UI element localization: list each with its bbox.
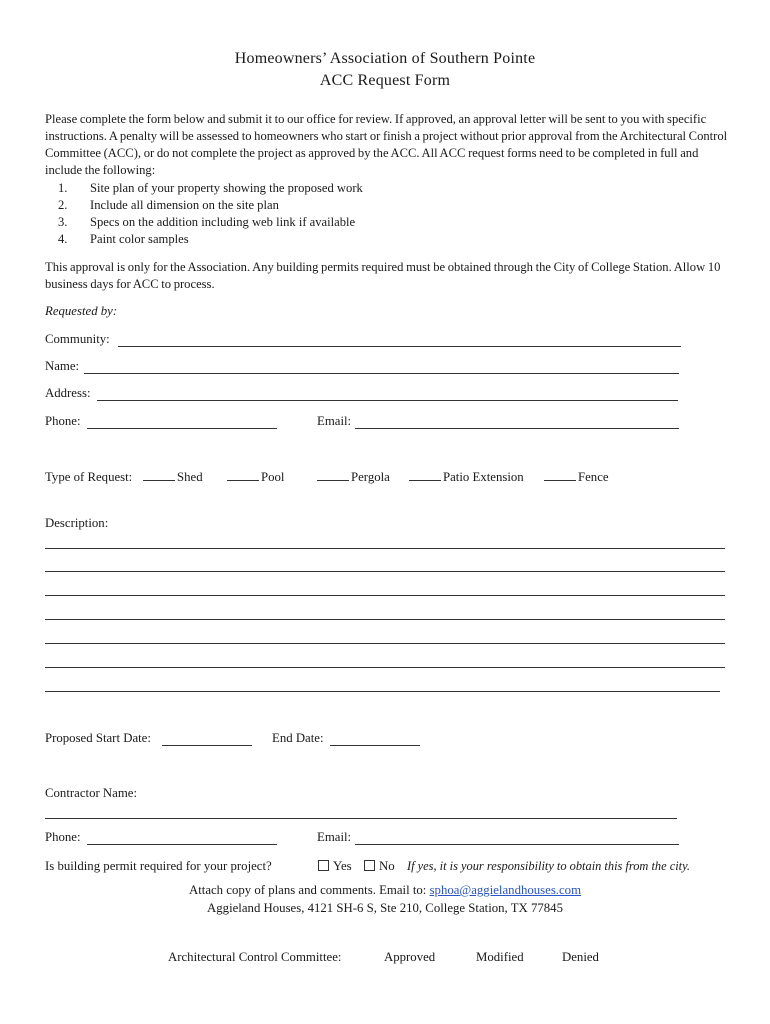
contractor-name-field[interactable]	[45, 818, 677, 819]
office-address: Aggieland Houses, 4121 SH-6 S, Ste 210, College Station, TX 77845	[207, 901, 563, 915]
committee-denied[interactable]: Denied	[562, 950, 599, 964]
email-label: Email:	[317, 414, 352, 428]
fence-blank[interactable]	[544, 479, 576, 481]
request-type-label: Type of Request:	[45, 470, 133, 484]
request-option-patio-extension[interactable]: Patio Extension	[409, 470, 524, 485]
form-title: Homeowners’ Association of Southern Pointe	[234, 50, 536, 67]
contact-email-link[interactable]: sphoa@aggielandhouses.com	[429, 883, 582, 897]
committee-label: Architectural Control Committee:	[168, 950, 342, 964]
contractor-phone-field[interactable]	[87, 844, 277, 845]
form-subtitle: ACC Request Form	[319, 72, 451, 89]
permit-no-checkbox[interactable]	[364, 860, 375, 871]
start-date-label: Proposed Start Date:	[45, 731, 151, 745]
shed-blank[interactable]	[143, 479, 175, 481]
description-line[interactable]	[45, 619, 725, 620]
list-item: 1. Site plan of your property showing the proposed work	[58, 181, 363, 195]
community-field[interactable]	[118, 346, 681, 347]
approval-note: This approval is only for the Association. Any building permits required must be obtained through the City of College Station. Allow 10 business days for ACC to process.	[45, 260, 721, 291]
contractor-phone-label: Phone:	[45, 830, 81, 844]
permit-yes-option[interactable]: Yes	[318, 859, 352, 874]
pool-blank[interactable]	[227, 479, 259, 481]
attach-instructions: Attach copy of plans and comments. Email to: sphoa@aggielandhouses.com	[188, 883, 582, 897]
description-line[interactable]	[45, 548, 725, 549]
description-line[interactable]	[45, 595, 725, 596]
phone-field[interactable]	[87, 428, 277, 429]
requested-by-heading: Requested by:	[45, 304, 118, 318]
requirements-list	[58, 180, 363, 248]
intro-paragraph: Please complete the form below and submit it to our office for review. If approved, an approval letter will be sent to you with specific instructions. A penalty will be assessed to homeowners who start or finish a project without prior approval from the Architectural Control Committee (ACC), or do not complete the project as approved by the ACC. All ACC request forms need to be completed in full and include the following:	[45, 112, 728, 177]
contractor-name-label: Contractor Name:	[45, 786, 138, 800]
list-item: 2. Include all dimension on the site plan	[58, 198, 279, 212]
community-label: Community:	[45, 332, 110, 346]
name-label: Name:	[45, 359, 80, 373]
committee-modified[interactable]: Modified	[476, 950, 524, 964]
start-date-field[interactable]	[162, 745, 252, 746]
description-line[interactable]	[45, 643, 725, 644]
email-field[interactable]	[355, 428, 679, 429]
permit-yes-checkbox[interactable]	[318, 860, 329, 871]
address-label: Address:	[45, 386, 91, 400]
list-item: 3. Specs on the addition including web link if available	[58, 215, 356, 229]
patio-extension-blank[interactable]	[409, 479, 441, 481]
description-line[interactable]	[45, 571, 725, 572]
address-field[interactable]	[97, 400, 678, 401]
description-label: Description:	[45, 516, 109, 530]
request-option-fence[interactable]: Fence	[544, 470, 609, 485]
name-field[interactable]	[84, 373, 679, 374]
description-line[interactable]	[45, 691, 720, 692]
phone-label: Phone:	[45, 414, 81, 428]
request-option-pergola[interactable]: Pergola	[317, 470, 390, 485]
permit-question: Is building permit required for your project?	[45, 859, 272, 873]
request-option-pool[interactable]: Pool	[227, 470, 284, 485]
request-option-shed[interactable]: Shed	[143, 470, 203, 485]
permit-no-option[interactable]: No	[364, 859, 395, 874]
end-date-field[interactable]	[330, 745, 420, 746]
committee-approved[interactable]: Approved	[384, 950, 436, 964]
pergola-blank[interactable]	[317, 479, 349, 481]
end-date-label: End Date:	[272, 731, 324, 745]
description-line[interactable]	[45, 667, 725, 668]
list-item: 4. Paint color samples	[58, 232, 189, 246]
permit-note: If yes, it is your responsibility to obtain this from the city.	[407, 859, 691, 873]
contractor-email-label: Email:	[317, 830, 352, 844]
contractor-email-field[interactable]	[355, 844, 679, 845]
